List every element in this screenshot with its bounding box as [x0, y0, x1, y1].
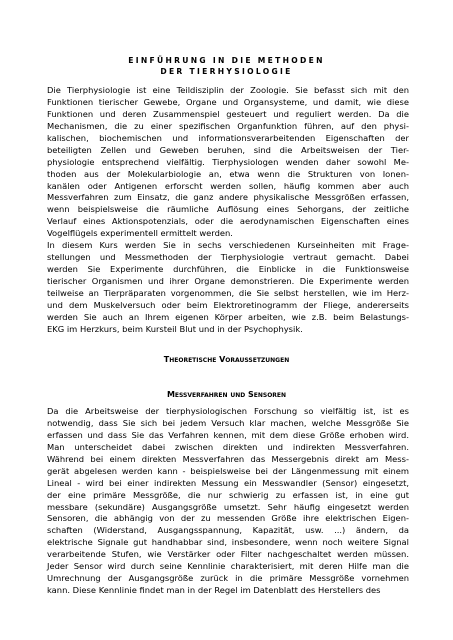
- text-line: Da die Arbeitsweise der tierphysiologischen Forschung so vielfältig ist, ist es: [47, 406, 409, 416]
- text-line: kann. Diese Kennlinie findet man in der Regel im Datenblatt des Herstellers des: [47, 585, 381, 596]
- text-line: erfassen und dass Sie das Verfahren kennen, mit dem diese Größe erhoben wird.: [47, 429, 409, 440]
- text-line: notwendig, dass Sie sich bei jedem Versuch klar machen, welche Messgröße Sie: [47, 417, 409, 428]
- intro-paragraph: [47, 85, 409, 336]
- text-line: EKG im Herzkurs, beim Kursteil Blut und in der Psychophysik.: [47, 323, 303, 334]
- text-line: stellungen und Messmethoden der Tierphysiologie vertraut gemacht. Dabei: [47, 252, 409, 263]
- text-line: In diesem Kurs werden Sie in sechs verschiedenen Kurseinheiten mit Frage-: [47, 240, 409, 251]
- text-line: teilweise an Tierpräparaten vorgenommen, die Sie selbst herstellen, wie im Herz-: [47, 287, 409, 298]
- text-line: Funktionen und deren Zusammenspiel gesteuert und reguliert werden. Da die: [47, 108, 409, 119]
- text-line: Messverfahren zum Einsatz, die ganz andere physikalische Messgrößen erfassen,: [47, 192, 409, 203]
- text-line: und dem Muskelversuch oder beim Elektroretinogramm der Fliege, andererseits: [47, 299, 409, 310]
- section-heading-theoretical-prerequisites: Theoretische Voraussetzungen: [163, 355, 290, 364]
- text-line: Vogelflügels experimentell ermittelt werden.: [47, 228, 233, 239]
- text-line: Sensoren, die abhängig von der zu messenden Größe ihre elektrischen Eigen-: [47, 513, 409, 524]
- section-heading-measurement-methods: Messverfahren und Sensoren: [166, 390, 287, 399]
- text-line: Verlauf eines Aktionspotenzials, oder die aerodynamischen Eigenschaften eines: [47, 216, 409, 227]
- text-line: messbare (sekundäre) Ausgangsgröße umsetzt. Sehr häufig eingesetzt werden: [47, 501, 409, 512]
- text-line: Lineal - wird bei einer indirekten Messung ein Messwandler (Sensor) eingesetzt,: [47, 477, 409, 488]
- text-line: thoden aus der Molekularbiologie an, etwa wenn die Strukturen von Ionen-: [47, 168, 409, 179]
- text-line: werden Sie Experimente durchführen, die Einblicke in die Funktionsweise: [47, 264, 409, 275]
- text-line: schaften (Widerstand, Ausgangsspannung, Kapazität, usw. ...) ändern, da: [47, 525, 409, 536]
- text-line: Die Tierphysiologie ist eine Teildisziplin der Zoologie. Sie befasst sich mit den: [47, 85, 409, 95]
- text-line: gerät abgelesen werden kann - beispielsweise bei der Längenmessung mit einem: [47, 465, 409, 476]
- text-line: Funktionen tierischer Gewebe, Organe und Organsysteme, und damit, wie diese: [47, 96, 409, 107]
- text-line: Man unterscheidet dabei zwischen direkten und indirekten Messverfahren.: [47, 441, 409, 452]
- text-line: kanälen oder Antigenen erforscht werden sollen, häufig kommen aber auch: [47, 180, 409, 191]
- text-line: verarbeitende Stufen, wie Verstärker oder Filter nachgeschaltet werden müssen.: [47, 549, 409, 560]
- text-line: Mechanismen, die zu einer spezifischen Organfunktion führen, auf den physi-: [47, 120, 409, 131]
- text-line: Jeder Sensor wird durch seine Kennlinie charakterisiert, mit deren Hilfe man die: [47, 561, 409, 572]
- text-line: physiologie entsprechend vielfältig. Tierphysiologen wenden daher sowohl Me-: [47, 156, 409, 167]
- text-line: tierischer Organismen und ihrer Organe demonstrieren. Die Experimente werden: [47, 276, 409, 286]
- text-line: der eine primäre Messgröße, die nur schwierig zu erfassen ist, in eine gut: [47, 489, 409, 500]
- text-line: Umrechnung der Ausgangsgröße zurück in die primäre Messgröße vornehmen: [47, 573, 409, 584]
- text-line: wenn beispielsweise die räumliche Auflösung eines Sehorgans, der zeitliche: [47, 204, 409, 215]
- text-line: kalischen, biochemischen und informationsverarbeitenden Eigenschaften der: [47, 132, 409, 143]
- text-line: werden Sie auch an Ihrem eigenen Körper arbeiten, wie z.B. beim Belastungs-: [47, 311, 409, 322]
- text-line: beteiligten Zellen und Geweben beruhen, sind die Arbeitsweisen der Tier-: [47, 144, 409, 155]
- text-line: elektrische Signale gut handhabbar sind, insbesondere, wenn noch weitere Signal: [47, 537, 409, 548]
- text-line: Während bei einem direkten Messverfahren das Messergebnis direkt am Mess-: [47, 453, 409, 464]
- body-paragraph: [47, 406, 409, 597]
- document-title-line-1: EINFÜHRUNG IN DIE METHODEN: [128, 56, 325, 65]
- document-title-line-2: DER TIERHYSIOLOGIE: [160, 67, 293, 76]
